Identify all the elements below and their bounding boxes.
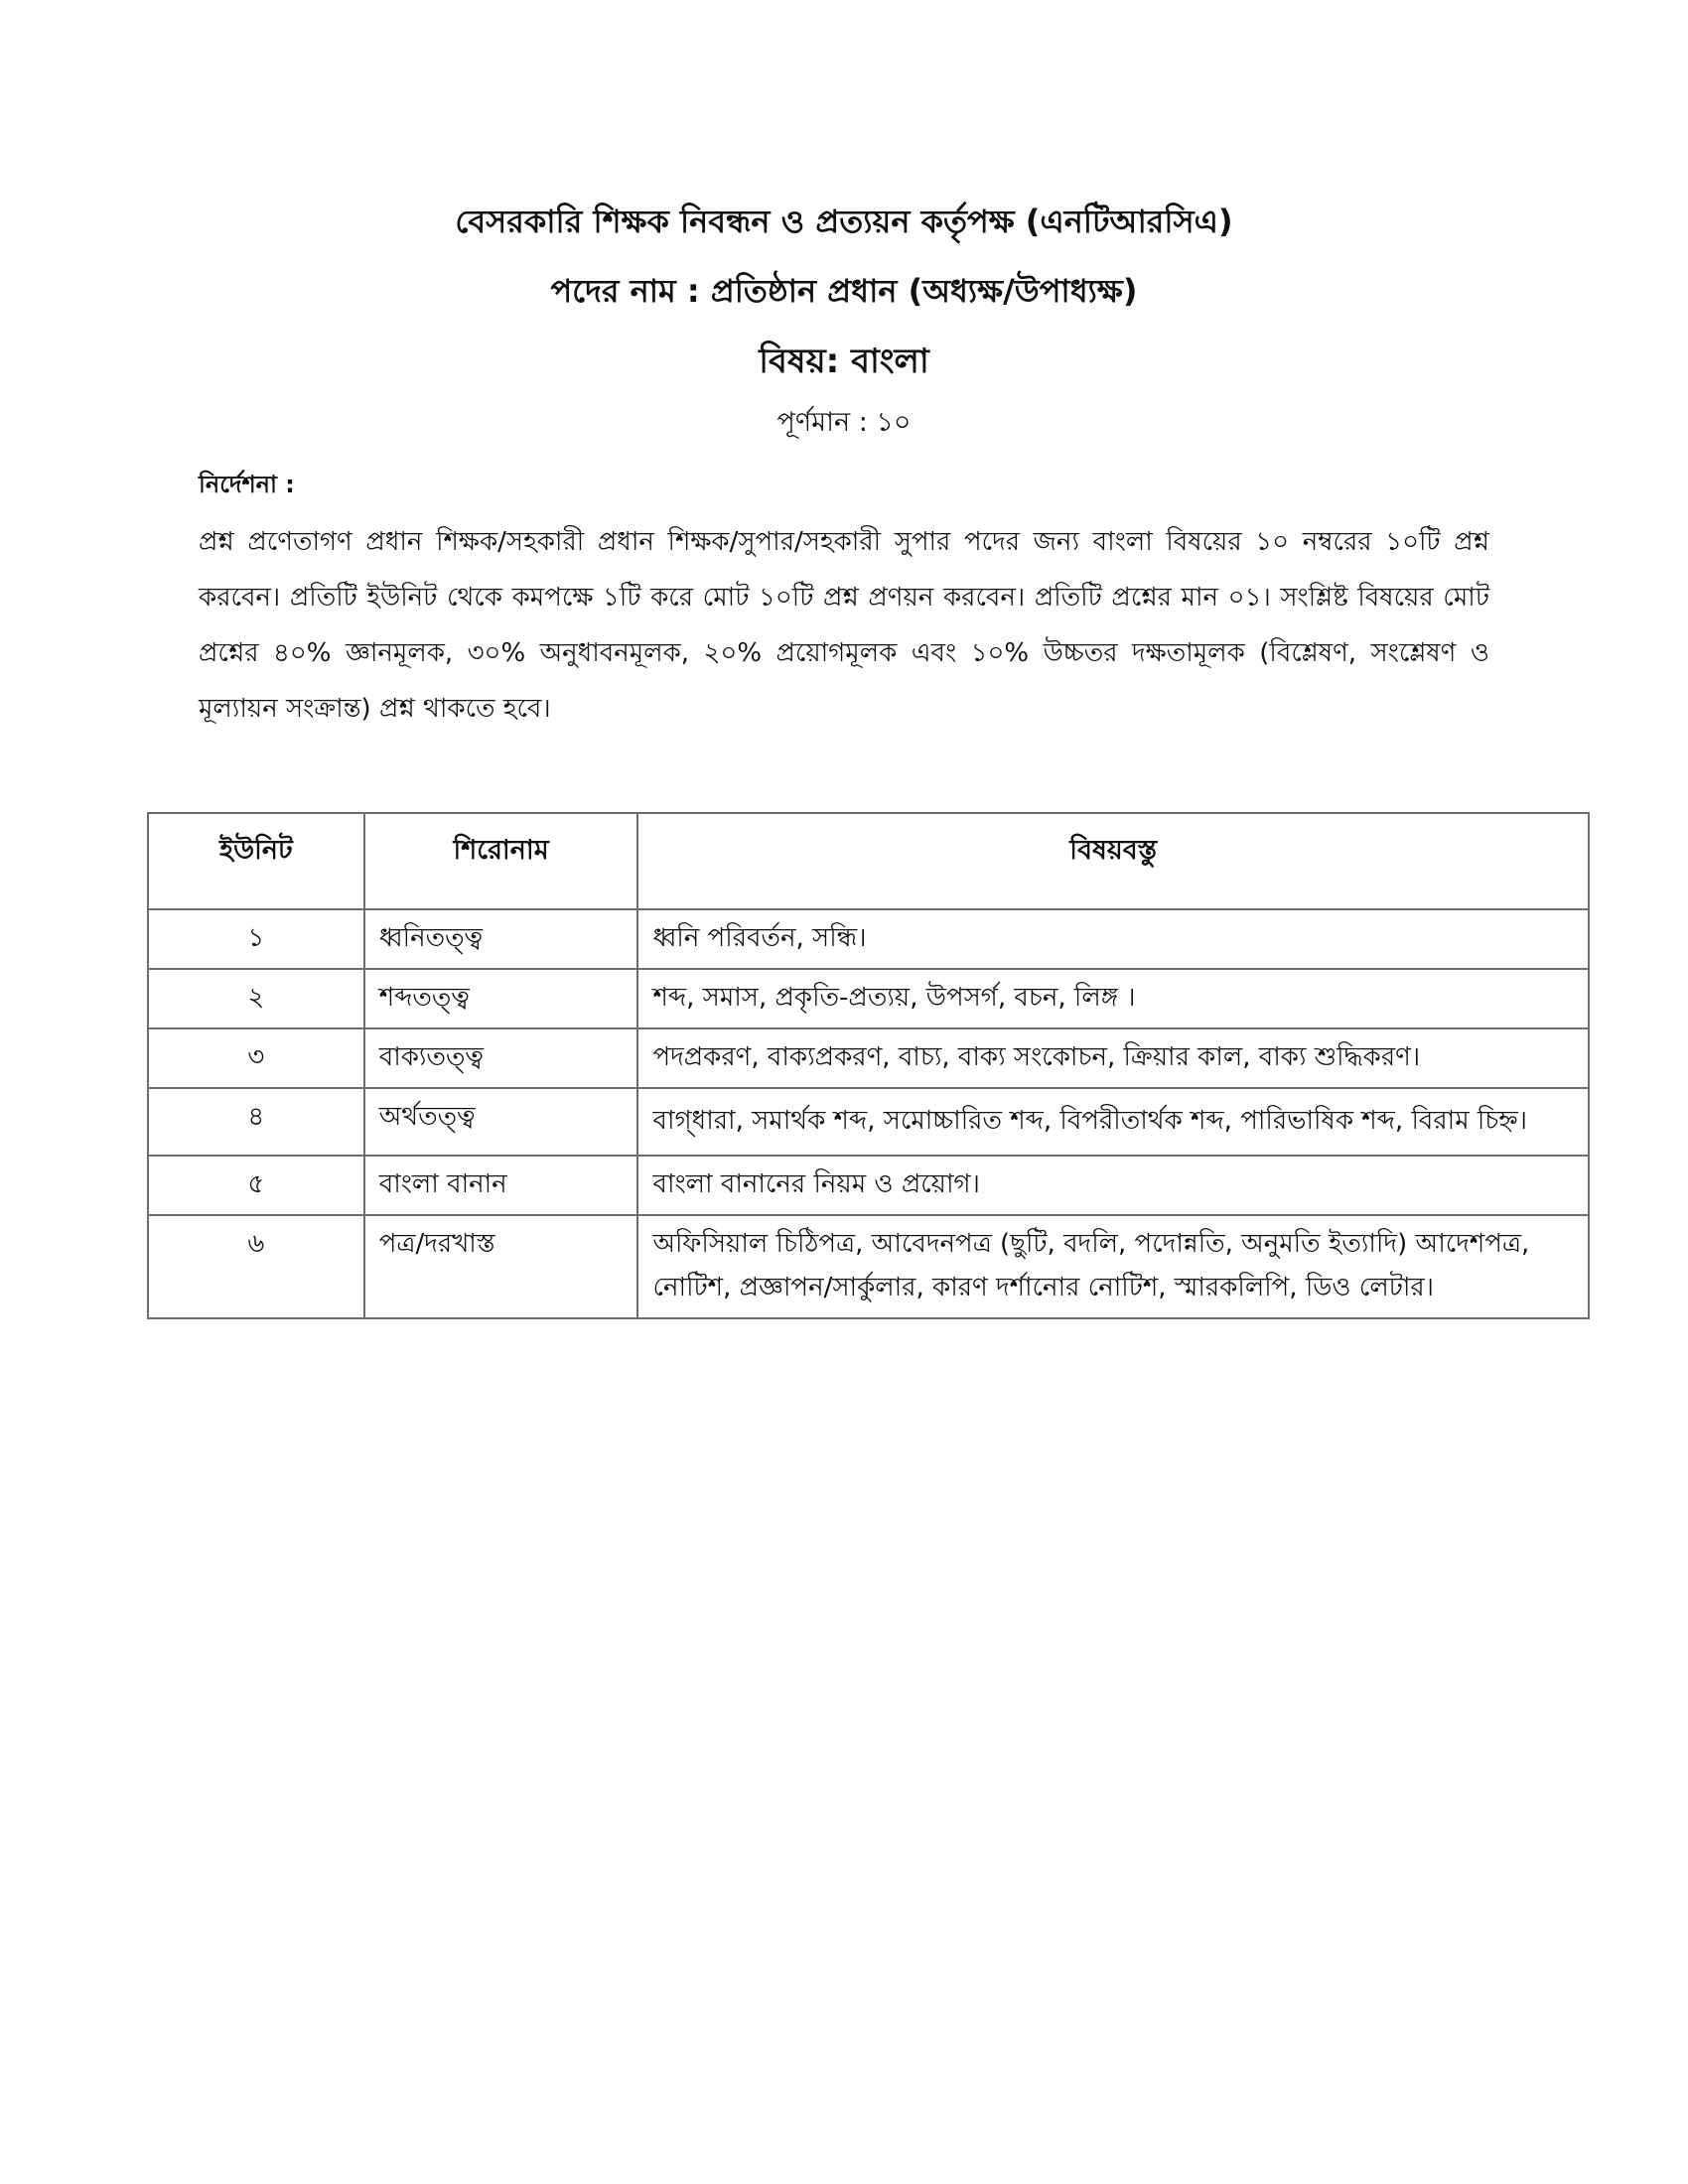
title-cell: পত্র/দরখাস্ত bbox=[364, 1215, 638, 1318]
header-title: শিরোনাম bbox=[364, 813, 638, 909]
title-cell: ধ্বনিতত্ত্ব bbox=[364, 909, 638, 969]
table-row bbox=[148, 909, 1589, 969]
unit-cell: ৪ bbox=[148, 1088, 364, 1156]
unit-cell: ৫ bbox=[148, 1156, 364, 1215]
unit-cell: ৬ bbox=[148, 1215, 364, 1318]
subject-heading: বিষয়: বাংলা bbox=[759, 341, 929, 381]
unit-cell: ২ bbox=[148, 969, 364, 1028]
content-cell: বাংলা বানানের নিয়ম ও প্রয়োগ। bbox=[637, 1156, 1589, 1215]
title-cell: বাংলা বানান bbox=[364, 1156, 638, 1215]
title-cell: বাক্যতত্ত্ব bbox=[364, 1028, 638, 1088]
organization-heading: বেসরকারি শিক্ষক নিবন্ধন ও প্রত্যয়ন কর্তৃপক্ষ (এনটিআরসিএ) bbox=[455, 203, 1233, 240]
header-content: বিষয়বস্তু bbox=[637, 813, 1589, 909]
full-marks-text: পূর্ণমান : ১০ bbox=[776, 407, 912, 438]
post-title-heading: পদের নাম : প্রতিষ্ঠান প্রধান (অধ্যক্ষ/উপাধ্যক্ষ) bbox=[550, 272, 1138, 310]
title-cell: শব্দতত্ত্ব bbox=[364, 969, 638, 1028]
content-cell: অফিসিয়াল চিঠিপত্র, আবেদনপত্র (ছুটি, বদলি, পদোন্নতি, অনুমতি ইত্যাদি) আদেশপত্র, নোটিশ, প্রজ্ঞাপন/সার্কুলার, কারণ দর্শানোর নোটিশ, স্মারকলিপি, ডিও লেটার। bbox=[637, 1215, 1589, 1318]
table-row bbox=[148, 1088, 1589, 1156]
table-row bbox=[148, 969, 1589, 1028]
table-row bbox=[148, 1028, 1589, 1088]
header-unit: ইউনিট bbox=[148, 813, 364, 909]
syllabus-table bbox=[147, 812, 1590, 1319]
table-row bbox=[148, 1215, 1589, 1318]
unit-cell: ১ bbox=[148, 909, 364, 969]
table-row bbox=[148, 1156, 1589, 1215]
instructions-paragraph: প্রশ্ন প্রণেতাগণ প্রধান শিক্ষক/সহকারী প্রধান শিক্ষক/সুপার/সহকারী সুপার পদের জন্য বাংলা বিষয়ের ১০ নম্বরের ১০টি প্রশ্ন করবেন। প্রতিটি ইউনিট থেকে কমপক্ষে ১টি করে মোট ১০টি প্রশ্ন প্রণয়ন করবেন। প্রতিটি প্রশ্নের মান ০১। সংশ্লিষ্ট বিষয়ের মোট প্রশ্নের ৪০% জ্ঞানমূলক, ৩০% অনুধাবনমূলক, ২০% প্রয়োগমূলক এবং ১০% উচ্চতর দক্ষতামূলক (বিশ্লেষণ, সংশ্লেষণ ও মূল্যায়ন সংক্রান্ত) প্রশ্ন থাকতে হবে। bbox=[199, 527, 1489, 724]
content-cell: পদপ্রকরণ, বাক্যপ্রকরণ, বাচ্য, বাক্য সংকোচন, ক্রিয়ার কাল, বাক্য শুদ্ধিকরণ। bbox=[637, 1028, 1589, 1088]
content-cell: বাগ্‌ধারা, সমার্থক শব্দ, সমোচ্চারিত শব্দ, বিপরীতার্থক শব্দ, পারিভাষিক শব্দ, বিরাম চিহ্ন। bbox=[637, 1088, 1589, 1156]
content-cell: শব্দ, সমাস, প্রকৃতি-প্রত্যয়, উপসর্গ, বচন, লিঙ্গ । bbox=[637, 969, 1589, 1028]
content-cell: ধ্বনি পরিবর্তন, সন্ধি। bbox=[637, 909, 1589, 969]
table-header-row bbox=[148, 813, 1589, 909]
unit-cell: ৩ bbox=[148, 1028, 364, 1088]
instructions-label: নির্দেশনা : bbox=[199, 471, 295, 498]
title-cell: অর্থতত্ত্ব bbox=[364, 1088, 638, 1156]
